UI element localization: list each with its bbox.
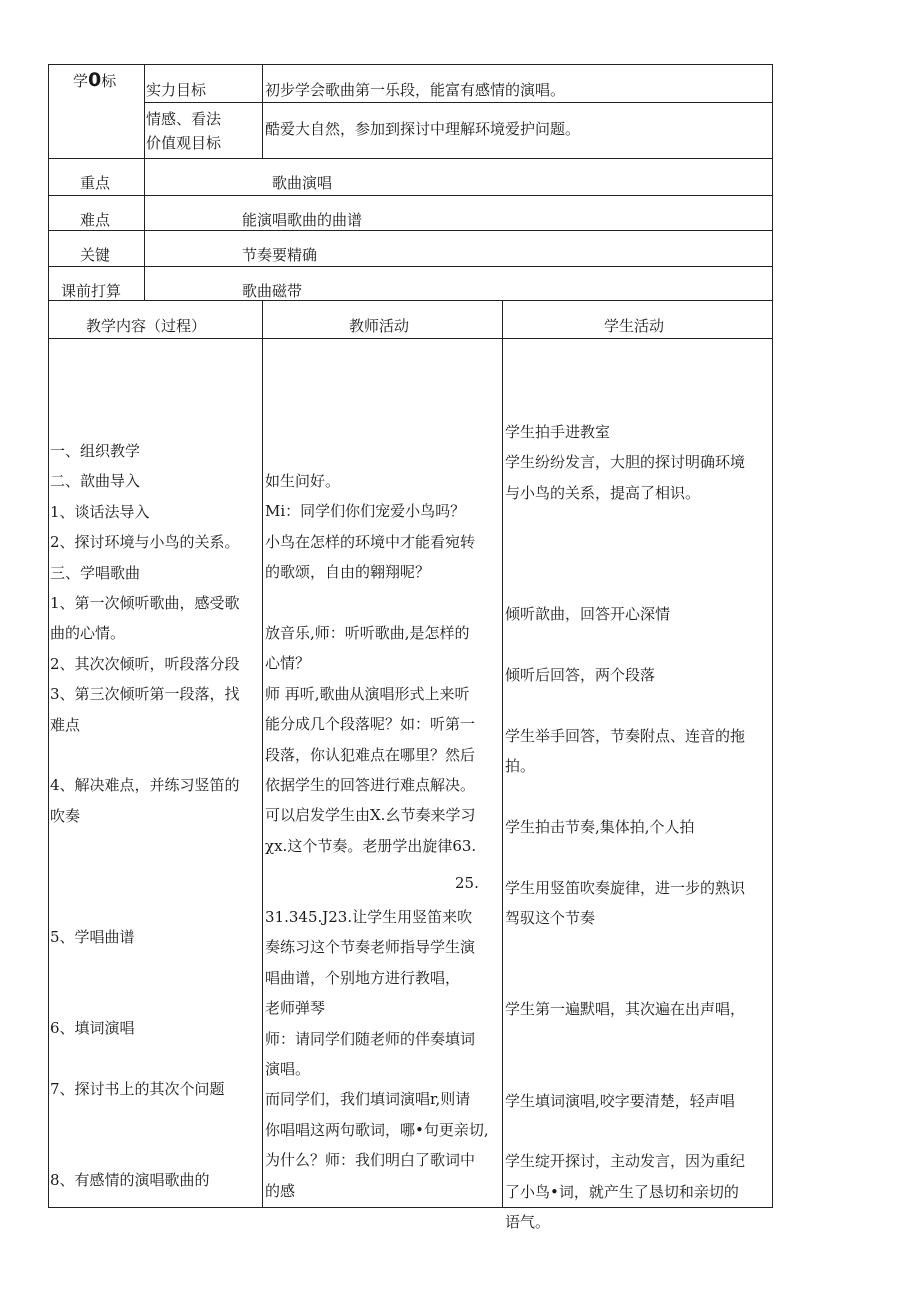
teacher-line: 的感 bbox=[265, 1181, 296, 1200]
teacher-line: 可以启发学生由X.幺节奏来学习 bbox=[265, 806, 476, 825]
process-line: 一、组织教学 bbox=[50, 442, 141, 460]
teacher-line: 段落，你认犯难点在哪里？然后 bbox=[265, 745, 476, 764]
header-content: 教学内容（过程） bbox=[86, 317, 207, 335]
header-student: 学生活动 bbox=[604, 317, 665, 335]
teacher-line: 心情？ bbox=[265, 654, 311, 673]
teacher-line: 你唱唱这两句歌词，哪•句更亲切, bbox=[265, 1120, 489, 1139]
teacher-line: 唱曲谱，个别地方进行教唱， bbox=[265, 968, 461, 987]
process-line: 吹奏 bbox=[50, 806, 81, 825]
teacher-line: 如生问好。 bbox=[265, 472, 341, 490]
teacher-line: 小鸟在怎样的环境中才能看宛转 bbox=[265, 532, 476, 551]
teacher-column-top bbox=[265, 466, 476, 861]
process-column bbox=[50, 436, 240, 1196]
process-line: 2、其次次倾听，听段落分段 bbox=[50, 654, 240, 673]
student-line bbox=[505, 539, 745, 569]
teacher-line: 依据学生的回答进行难点解决。 bbox=[265, 775, 476, 794]
student-line bbox=[505, 782, 745, 812]
process-line: 8、有感情的演唱歌曲的 bbox=[50, 1171, 210, 1190]
teacher-line: 的歌颂，自由的翱翔呢？ bbox=[265, 563, 431, 582]
header-teacher: 教师活动 bbox=[349, 317, 410, 335]
skill-goal-text: 初步学会歌曲第一乐段，能富有感情的演唱。 bbox=[265, 81, 566, 99]
student-line: 学生举手回答，节奏附点、连音的拖 bbox=[505, 726, 746, 745]
student-line bbox=[505, 1025, 745, 1055]
student-line: 倾听后回答，两个段落 bbox=[505, 666, 656, 685]
process-line: 三、学唱歌曲 bbox=[50, 563, 141, 582]
rule-goals-bottom bbox=[48, 158, 773, 159]
student-line: 语气。 bbox=[505, 1213, 551, 1232]
goals-label-char-3: 标 bbox=[101, 72, 117, 90]
teacher-line: 师：请同学们随老师的伴奏填词 bbox=[265, 1029, 476, 1048]
process-line bbox=[50, 892, 240, 922]
rule-right bbox=[772, 64, 773, 1208]
teacher-line: 31.345.J23.让学生用竖笛来吹 bbox=[265, 908, 473, 926]
process-line bbox=[50, 1105, 240, 1135]
process-line: 6、填词演唱 bbox=[50, 1019, 135, 1038]
student-line: 学生拍击节奏,集体拍,个人拍 bbox=[505, 818, 695, 837]
student-line: 学生第一遍默唱，其次遍在出声唱， bbox=[505, 1000, 746, 1019]
process-line bbox=[50, 983, 240, 1013]
key-point-label: 重点 bbox=[80, 174, 111, 192]
student-line bbox=[505, 842, 745, 872]
student-line: 拍。 bbox=[505, 757, 536, 776]
teacher-line: 演唱。 bbox=[265, 1059, 311, 1078]
focus-value: 节奏要精确 bbox=[242, 246, 318, 264]
process-line: 1、第一次倾听歌曲，感受歌 bbox=[50, 593, 240, 612]
student-line bbox=[505, 569, 745, 599]
student-line bbox=[505, 1055, 745, 1085]
process-line: 2、探讨环境与小鸟的关系。 bbox=[50, 533, 240, 552]
process-line bbox=[50, 861, 240, 891]
goals-label-char-2: 0 bbox=[88, 69, 102, 91]
student-line: 学生填词演唱,咬字要清楚，轻声唱 bbox=[505, 1091, 735, 1110]
teacher-line: 奏练习这个节奏老师指导学生演 bbox=[265, 938, 476, 957]
process-line: 二、歆曲导入 bbox=[50, 472, 141, 491]
rule-header bbox=[48, 338, 773, 339]
process-line: 曲的心情。 bbox=[50, 624, 126, 643]
teacher-column-bottom bbox=[265, 902, 489, 1206]
rule-goals-mid bbox=[144, 102, 773, 103]
student-line: 学生拍手进教室 bbox=[505, 423, 611, 441]
teacher-line: Mi：同学们你们宠爱小鸟吗？ bbox=[265, 502, 466, 521]
student-line: 学生绽开探讨，主动发言，因为重纪 bbox=[505, 1152, 746, 1171]
teacher-line: χx.这个节奏。老册学出旋律63. bbox=[265, 836, 477, 855]
student-line bbox=[505, 691, 745, 721]
student-line bbox=[505, 1116, 745, 1146]
student-line bbox=[505, 934, 745, 964]
rule-key bbox=[48, 195, 773, 196]
student-line bbox=[505, 964, 745, 994]
student-line: 与小鸟的关系，提高了相识。 bbox=[505, 483, 701, 502]
student-line: 倾听歆曲，回答开心深情 bbox=[505, 605, 671, 624]
skill-goal-label: 实力目标 bbox=[146, 81, 207, 99]
rule-focus bbox=[48, 266, 773, 267]
teacher-line: 老师弹琴 bbox=[265, 999, 326, 1018]
process-line bbox=[50, 740, 240, 770]
rule-goal-col bbox=[262, 64, 263, 158]
rule-difficulty bbox=[48, 230, 773, 231]
process-line: 7、探讨书上的其次个问题 bbox=[50, 1080, 225, 1099]
student-line: 学生纷纷发言，大胆的探讨明确环境 bbox=[505, 453, 746, 472]
teacher-line: 而同学们，我们填词演唱r,则请 bbox=[265, 1090, 471, 1109]
teacher-line: 放音乐,师：听听歌曲,是怎样的 bbox=[265, 623, 470, 642]
teacher-line bbox=[265, 588, 476, 618]
preparation-label: 课前打算 bbox=[61, 282, 122, 300]
process-line: 3、第三次倾听第一段落，找 bbox=[50, 685, 240, 704]
teacher-score-fragment: 25. bbox=[455, 874, 479, 892]
preparation-value: 歌曲磁带 bbox=[242, 282, 303, 300]
process-line: 4、解决难点，并练习竖笛的 bbox=[50, 776, 240, 795]
process-line: 1、谈话法导入 bbox=[50, 502, 150, 521]
process-line: 5、学唱曲谱 bbox=[50, 928, 135, 947]
emotion-goal-label-1: 情感、看法 bbox=[146, 110, 222, 128]
student-line bbox=[505, 508, 745, 538]
process-line bbox=[50, 1044, 240, 1074]
rule-col-2 bbox=[502, 300, 503, 1208]
rule-left bbox=[48, 64, 49, 1208]
student-column bbox=[505, 417, 745, 1238]
process-line bbox=[50, 1135, 240, 1165]
student-line bbox=[505, 630, 745, 660]
student-line: 了小鸟•词，就产生了恳切和亲切的 bbox=[505, 1182, 739, 1201]
student-line: 学生用竖笛吹奏旋律，进一步的熟识 bbox=[505, 878, 746, 897]
process-line bbox=[50, 831, 240, 861]
student-line: 驾驭这个节奏 bbox=[505, 909, 596, 928]
emotion-goal-label-2: 价值观目标 bbox=[146, 134, 222, 152]
process-line bbox=[50, 953, 240, 983]
process-line: 难点 bbox=[50, 715, 81, 734]
focus-label: 关键 bbox=[80, 246, 111, 264]
teacher-line: 为什么？师：我们明白了歌词中 bbox=[265, 1151, 476, 1170]
rule-col-1 bbox=[262, 300, 263, 1208]
difficulty-label: 难点 bbox=[80, 211, 111, 229]
lesson-plan-table bbox=[48, 64, 773, 1232]
rule-prep bbox=[48, 300, 773, 301]
teacher-line: 师 再听,歌曲从演唱形式上来听 bbox=[265, 684, 470, 703]
key-point-value: 歌曲演唱 bbox=[272, 174, 333, 192]
rule-top bbox=[48, 64, 773, 65]
rule-label-col bbox=[144, 64, 145, 300]
emotion-goal-text: 酷爱大自然，参加到探讨中理解环境爱护问题。 bbox=[265, 120, 581, 138]
goals-row-label bbox=[73, 69, 116, 92]
goals-label-char-1: 学 bbox=[73, 72, 89, 90]
teacher-line: 能分成几个段落呢？如：听第一 bbox=[265, 715, 476, 734]
difficulty-value: 能演唱歌曲的曲谱 bbox=[242, 211, 363, 229]
